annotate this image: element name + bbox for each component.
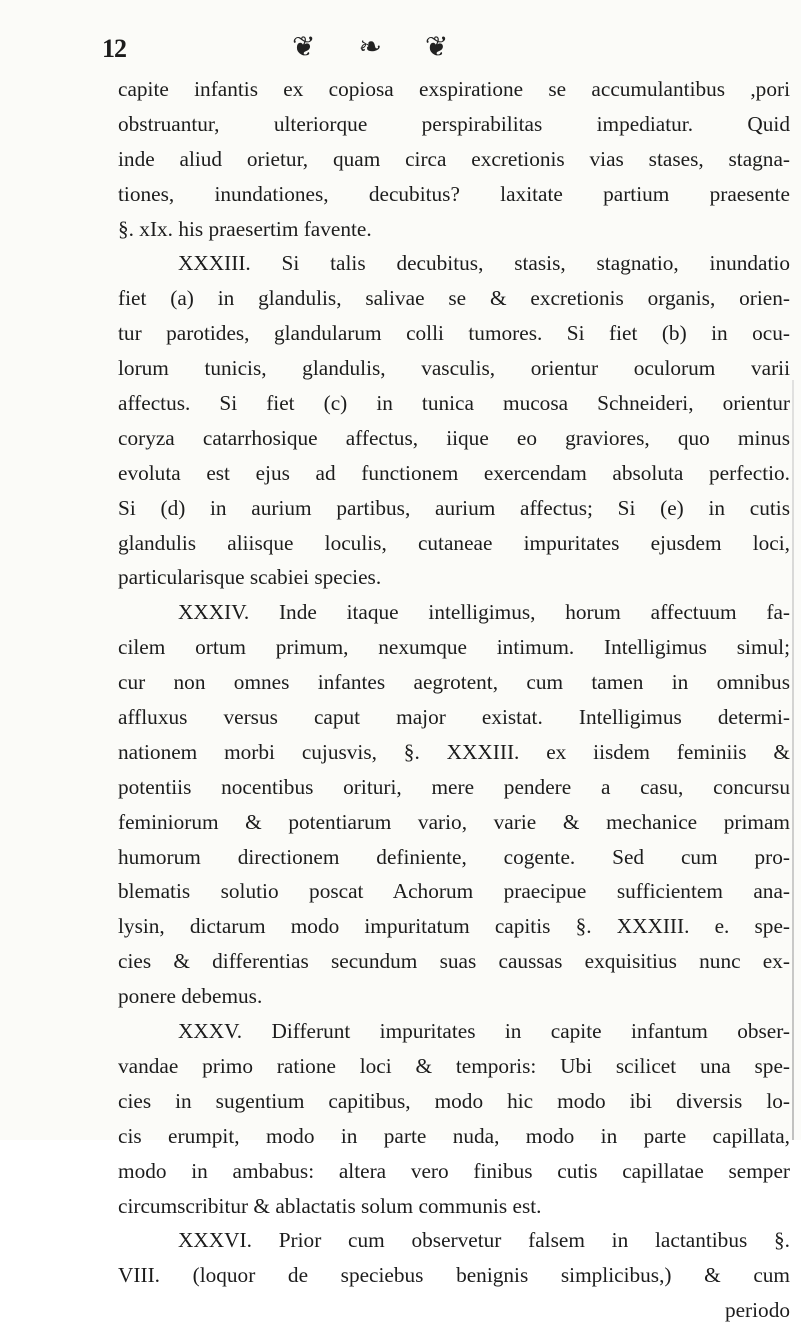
page-header [102, 30, 792, 70]
text-line: modo in ambabus: altera vero finibus cutis capillatae semper [118, 1158, 790, 1183]
text-line: affectus. Si fiet (c) in tunica mucosa Schneideri, orientur [118, 391, 790, 416]
text-line: VIII. (loquor de speciebus benignis simplicibus,) & cum [118, 1263, 790, 1288]
page-number: 12 [102, 34, 126, 63]
header-ornament: ❦ ❧ ❦ [292, 32, 467, 63]
text-line: obstruantur, ulteriorque perspirabilitas impediatur. Quid [118, 111, 790, 136]
page-edge-shadow [792, 380, 794, 1140]
text-line: ponere debemus. [118, 984, 263, 1009]
text-line: circumscribitur & ablactatis solum communis est. [118, 1193, 542, 1218]
text-line: cis erumpit, modo in parte nuda, modo in parte capillata, [118, 1123, 790, 1148]
text-line: feminiorum & potentiarum vario, varie & mechanice primam [118, 809, 790, 834]
text-line: §. xIx. his praesertim favente. [118, 216, 372, 241]
text-line: lorum tunicis, glandulis, vasculis, orientur oculorum varii [118, 356, 790, 381]
text-line: inde aliud orietur, quam circa excretionis vias stases, stagna- [118, 146, 790, 171]
text-line: vandae primo ratione loci & temporis: Ubi scilicet una spe- [118, 1053, 790, 1078]
text-line: evoluta est ejus ad functionem exercendam absoluta perfectio. [118, 460, 790, 485]
paragraph-xxxvi-start: XXXVI. Prior cum observetur falsem in lactantibus §. [178, 1228, 790, 1253]
paragraph-xxxv-start: XXXV. Differunt impuritates in capite infantum obser- [178, 1019, 790, 1044]
text-line: lysin, dictarum modo impuritatum capitis §. XXXIII. e. spe- [118, 914, 790, 939]
paragraph-xxxiii-start: XXXIII. Si talis decubitus, stasis, stagnatio, inundatio [178, 251, 790, 276]
text-line: nationem morbi cujusvis, §. XXXIII. ex iisdem feminiis & [118, 739, 790, 764]
text-line: blematis solutio poscat Achorum praecipue sufficientem ana- [118, 879, 790, 904]
catchword: periodo [724, 1298, 790, 1323]
text-line: fiet (a) in glandulis, salivae se & excretionis organis, orien- [118, 286, 790, 311]
text-line: cies & differentias secundum suas caussas exquisitius nunc ex- [118, 949, 790, 974]
paragraph-xxxiv-start: XXXIV. Inde itaque intelligimus, horum affectuum fa- [178, 600, 790, 625]
text-line: Si (d) in aurium partibus, aurium affectus; Si (e) in cutis [118, 495, 790, 520]
text-line: cilem ortum primum, nexumque intimum. Intelligimus simul; [118, 635, 790, 660]
text-line: tur parotides, glandularum colli tumores. Si fiet (b) in ocu- [118, 321, 790, 346]
text-line: cur non omnes infantes aegrotent, cum tamen in omnibus [118, 670, 790, 695]
text-line: capite infantis ex copiosa exspiratione se accumulantibus ,pori [118, 77, 790, 101]
text-line: coryza catarrhosique affectus, iique eo graviores, quo minus [118, 425, 790, 450]
text-line: glandulis aliisque loculis, cutaneae impuritates ejusdem loci, [118, 530, 790, 555]
text-line: humorum directionem definiente, cogente. Sed cum pro- [118, 844, 790, 869]
text-line: potentiis nocentibus orituri, mere pendere a casu, concursu [118, 774, 790, 799]
text-line: tiones, inundationes, decubitus? laxitate partium praesente [118, 181, 790, 206]
text-line: affluxus versus caput major existat. Intelligimus determi- [118, 705, 790, 730]
text-line: cies in sugentium capitibus, modo hic modo ibi diversis lo- [118, 1088, 790, 1113]
text-line: particularisque scabiei species. [118, 565, 382, 590]
